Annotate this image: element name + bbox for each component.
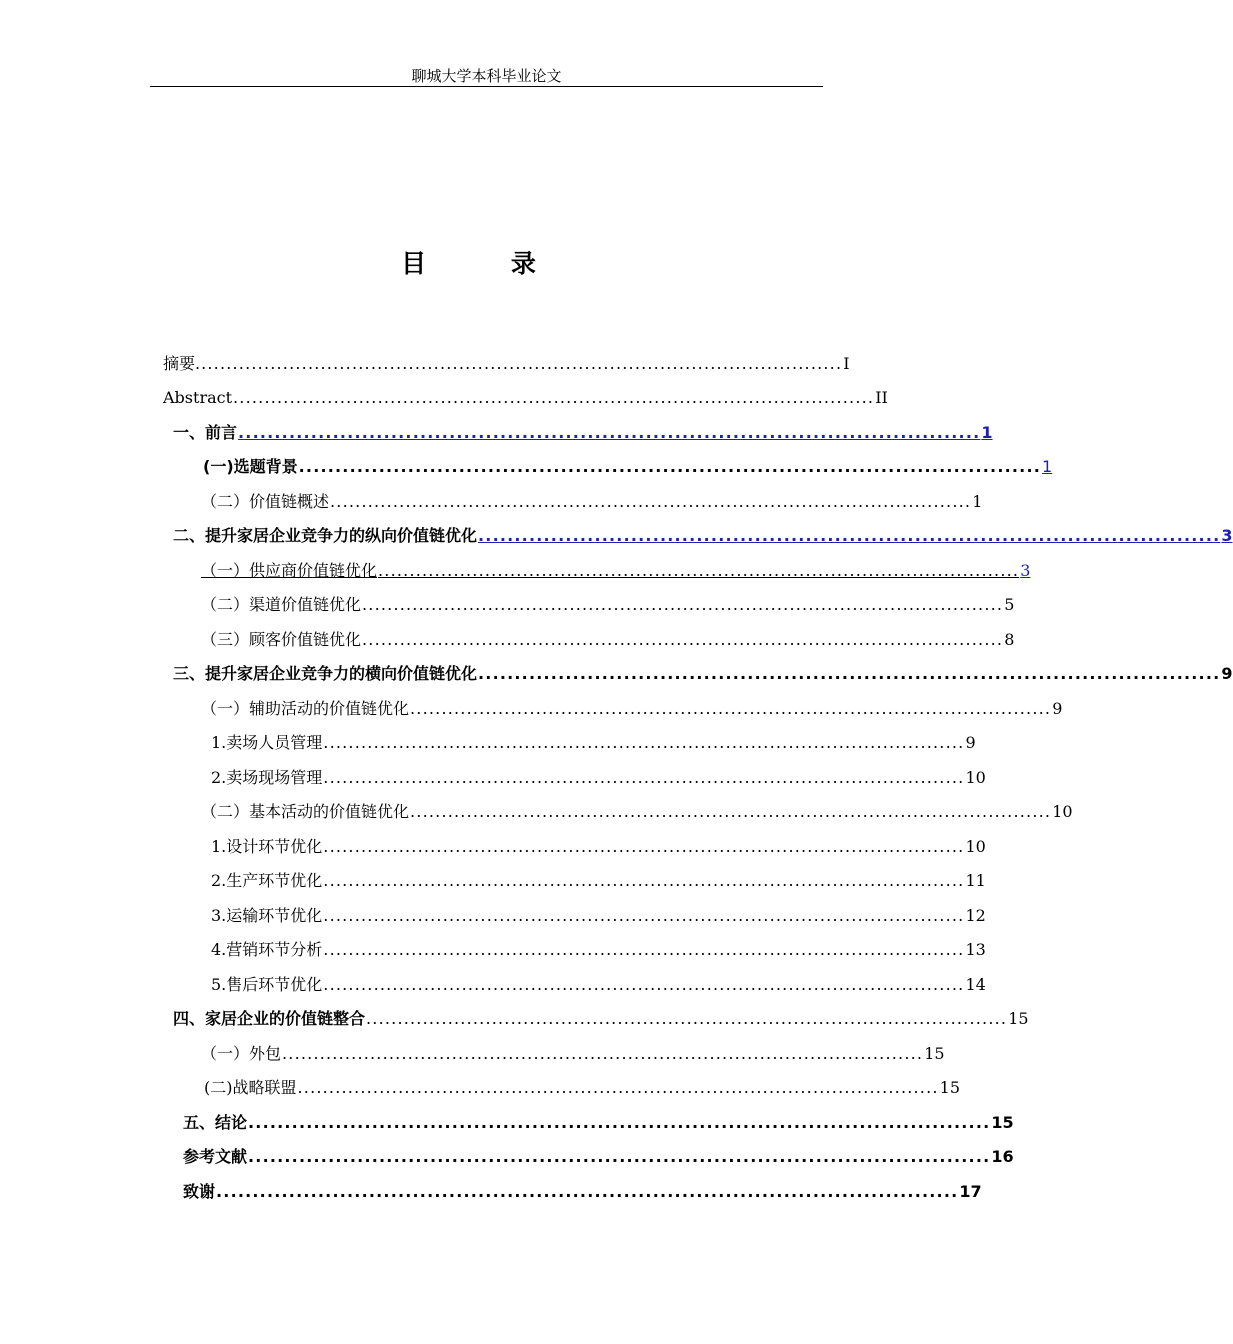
toc-entry-page-link[interactable]: 3 — [1221, 526, 1233, 545]
toc-entry-label: 一、前言 — [173, 423, 238, 442]
toc-dot-leader: ...................................................................................................... — [330, 492, 972, 511]
toc-entry-4-2[interactable] — [204, 1069, 961, 1099]
toc-title: 目 录 — [401, 249, 574, 278]
toc-entry-label: 五、结论 — [183, 1113, 248, 1132]
toc-dot-leader: ...................................................................................................... — [201, 354, 843, 373]
toc-entry-3-1[interactable] — [201, 690, 1063, 720]
toc-entry-2-2[interactable] — [201, 586, 1015, 616]
toc-entry-label: 致谢 — [183, 1182, 216, 1201]
toc-dot-leader: ...................................................................................................... — [366, 1009, 1008, 1028]
toc-entry-page: I — [843, 354, 850, 373]
toc-dot-leader: ...................................................................................................... — [323, 768, 965, 787]
toc-entry-page: 13 — [965, 940, 986, 959]
toc-entry-abstract-en[interactable] — [163, 379, 888, 409]
toc-entry-label: （二）基本活动的价值链优化 — [201, 802, 410, 821]
toc-entry-page: 9 — [1052, 699, 1063, 718]
toc-entry-page: 15 — [939, 1078, 961, 1097]
toc-entry-page: 15 — [1008, 1009, 1029, 1028]
toc-dot-leader: ...................................................................................................... — [297, 1078, 939, 1097]
toc-entry-3-2-1[interactable] — [211, 828, 986, 858]
toc-entry-3-2-3[interactable] — [211, 897, 986, 927]
toc-dot-leader: ...................................................................................................... — [233, 388, 875, 407]
toc-entry-label: 1.卖场人员管理 — [211, 733, 323, 752]
toc-entry-label: 2.生产环节优化 — [211, 871, 323, 890]
toc-entry-page: 11 — [965, 871, 986, 890]
toc-entry-label: 参考文献 — [183, 1147, 248, 1166]
toc-dot-leader: ...................................................................................................... — [248, 1113, 991, 1132]
toc-entry-label: （三）顾客价值链优化 — [201, 630, 362, 649]
toc-dot-leader: ...................................................................................................... — [362, 595, 1004, 614]
toc-entry-page: II — [875, 388, 888, 407]
toc-entry-page: 15 — [991, 1113, 1014, 1132]
toc-entry-page: 17 — [959, 1182, 982, 1201]
toc-entry-3-2-2[interactable] — [211, 862, 986, 892]
toc-entry-4-1[interactable] — [201, 1035, 945, 1065]
toc-entry-label: 三、提升家居企业竞争力的横向价值链优化 — [173, 664, 478, 683]
toc-dot-leader: ...................................................................................................... — [323, 733, 965, 752]
toc-dot-leader: ...................................................................................................... — [248, 1147, 991, 1166]
toc-dot-leader: ...................................................................................................... — [362, 630, 1004, 649]
toc-entry-label: （二）价值链概述 — [201, 492, 330, 511]
toc-entry-page-link[interactable]: 3 — [1020, 561, 1031, 580]
toc-entry-3-2[interactable] — [201, 793, 1073, 823]
toc-entry-label: (一)选题背景 — [203, 457, 298, 476]
toc-entry-label: （一）供应商价值链优化 — [201, 561, 378, 580]
toc-entry-chapter-2[interactable] — [173, 517, 1233, 547]
toc-entry-page: 12 — [965, 906, 986, 925]
toc-entry-label: 1.设计环节优化 — [211, 837, 323, 856]
toc-entry-label: （一）辅助活动的价值链优化 — [201, 699, 410, 718]
toc-entry-page: 14 — [965, 975, 986, 994]
toc-dot-leader: ...................................................................................................... — [323, 906, 965, 925]
toc-entry-label: 4.营销环节分析 — [211, 940, 323, 959]
toc-entry-2-3[interactable] — [201, 621, 1015, 651]
toc-entry-page: 16 — [991, 1147, 1014, 1166]
toc-entry-chapter-4[interactable] — [173, 1000, 1029, 1030]
toc-entry-page: 10 — [965, 837, 986, 856]
toc-dot-leader: ...................................................................................................... — [378, 561, 1020, 580]
toc-entry-page: 8 — [1004, 630, 1015, 649]
toc-entry-label: Abstract — [163, 388, 233, 407]
toc-entry-chapter-3[interactable] — [173, 655, 1233, 685]
toc-dot-leader: ...................................................................................................... — [238, 423, 981, 442]
toc-entry-3-2-5[interactable] — [211, 966, 986, 996]
toc-entry-page: 5 — [1004, 595, 1015, 614]
toc-entry-page-link[interactable]: 1 — [981, 423, 993, 442]
toc-dot-leader: ...................................................................................................... — [478, 526, 1221, 545]
toc-dot-leader: ...................................................................................................... — [410, 802, 1052, 821]
toc-entry-2-1[interactable] — [201, 552, 1031, 582]
toc-dot-leader: ...................................................................................................... — [298, 457, 1042, 476]
toc-entry-acknowledgements[interactable] — [183, 1173, 982, 1203]
toc-entry-page-link[interactable]: 1 — [1042, 457, 1053, 476]
toc-entry-label: 2.卖场现场管理 — [211, 768, 323, 787]
toc-dot-leader: ...................................................................................................... — [323, 871, 965, 890]
toc-entry-abstract-cn[interactable] — [163, 345, 850, 375]
toc-entry-3-1-1[interactable] — [211, 724, 976, 754]
toc-dot-leader: ...................................................................................................... — [216, 1182, 959, 1201]
toc-entry-references[interactable] — [183, 1138, 1014, 1168]
toc-dot-leader: ...................................................................................................... — [478, 664, 1221, 683]
toc-dot-leader: ...................................................................................................... — [323, 975, 965, 994]
toc-entry-3-2-4[interactable] — [211, 931, 986, 961]
toc-entry-chapter-1[interactable] — [173, 414, 993, 444]
toc-entry-label: 二、提升家居企业竞争力的纵向价值链优化 — [173, 526, 478, 545]
toc-entry-label: 摘要. — [163, 354, 201, 373]
toc-entry-label: 四、家居企业的价值链整合 — [173, 1009, 366, 1028]
toc-entry-page: 15 — [924, 1044, 945, 1063]
toc-dot-leader: ...................................................................................................... — [410, 699, 1052, 718]
toc-entry-label: 5.售后环节优化 — [211, 975, 323, 994]
toc-entry-3-1-2[interactable] — [211, 759, 986, 789]
toc-entry-label: （一）外包 — [201, 1044, 282, 1063]
toc-entry-chapter-5[interactable] — [183, 1104, 1014, 1134]
toc-entry-page: 10 — [1052, 802, 1073, 821]
toc-entry-page: 1 — [972, 492, 983, 511]
toc-entry-page: 9 — [965, 733, 976, 752]
toc-entry-page: 9 — [1221, 664, 1233, 683]
toc-entry-label: (二)战略联盟 — [204, 1078, 297, 1097]
page-header: 聊城大学本科毕业论文 — [150, 66, 823, 87]
toc-entry-1-1[interactable] — [203, 448, 1053, 478]
toc-entry-1-2[interactable] — [201, 483, 983, 513]
toc-dot-leader: ...................................................................................................... — [323, 940, 965, 959]
toc-dot-leader: ...................................................................................................... — [323, 837, 965, 856]
toc-entry-page: 10 — [965, 768, 986, 787]
toc-entry-label: 3.运输环节优化 — [211, 906, 323, 925]
toc-dot-leader: ...................................................................................................... — [282, 1044, 924, 1063]
toc-entry-label: （二）渠道价值链优化 — [201, 595, 362, 614]
